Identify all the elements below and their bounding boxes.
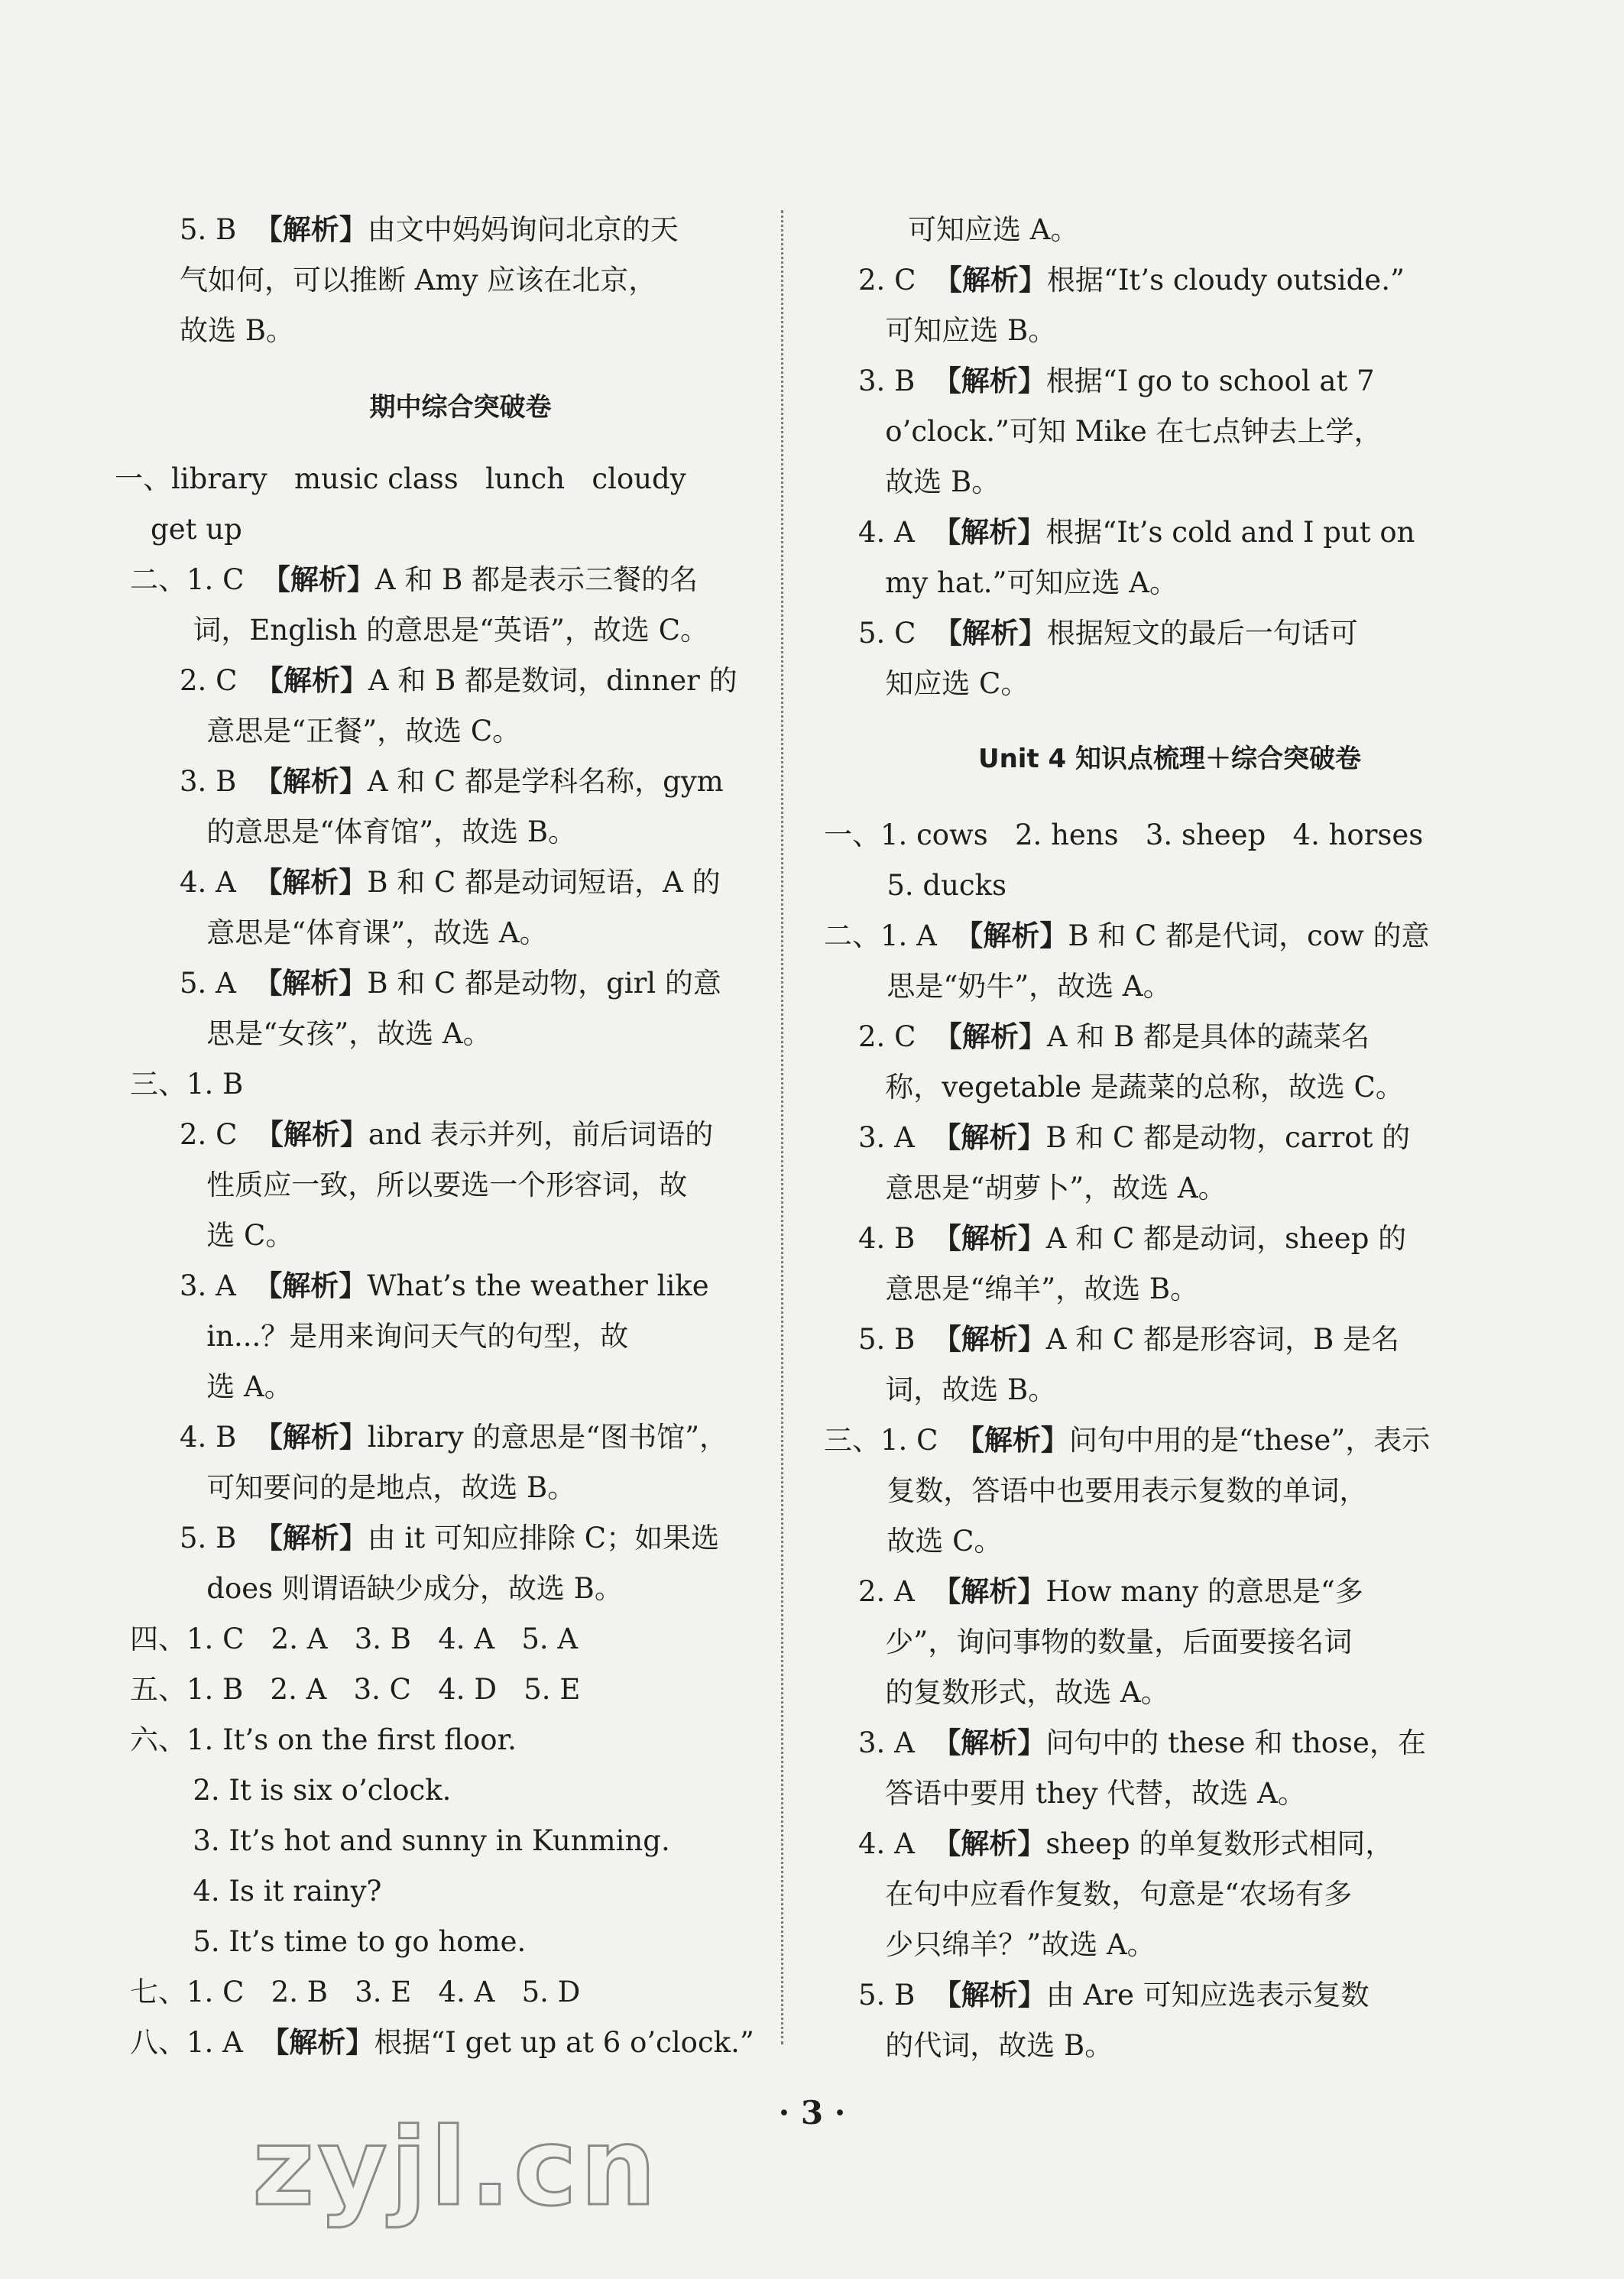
answer-text: 5. B [858, 1323, 933, 1356]
answer-line [858, 1365, 1550, 1415]
answer-text: 性质应一致，所以要选一个形容词，故 [180, 1169, 688, 1201]
answer-text: 的复数形式，故选 A。 [858, 1676, 1169, 1709]
answer-line [858, 1113, 1550, 1163]
answer-line [858, 407, 1550, 457]
analysis-tag: 【解析】 [254, 1118, 368, 1151]
answer-text: 称，vegetable 是蔬菜的总称，故选 C。 [858, 1071, 1404, 1104]
answer-line [824, 1516, 1515, 1567]
answer-text: 可知应选 A。 [908, 213, 1079, 246]
answer-line [858, 1718, 1550, 1768]
answer-line [180, 1311, 871, 1362]
answer-text: 五、1. B 2. A 3. C 4. D 5. E [130, 1673, 581, 1706]
analysis-tag: 【解析】 [254, 967, 368, 1000]
analysis-tag: 【解析】 [932, 1979, 1046, 2012]
answer-line [180, 706, 871, 757]
analysis-tag: 【解析】 [254, 1269, 368, 1302]
answer-text: 3. A [858, 1121, 933, 1154]
answer-text: 一、1. cows 2. hens 3. sheep 4. horses [824, 819, 1424, 851]
page-number: · 3 · [778, 2094, 846, 2131]
column-divider [781, 210, 783, 2044]
analysis-tag: 【解析】 [254, 213, 368, 246]
answer-text: 2. C [180, 1118, 255, 1151]
answer-line [130, 2018, 822, 2068]
analysis-tag: 【解析】 [254, 866, 368, 899]
answer-text: my hat.”可知应选 A。 [858, 566, 1178, 599]
answer-item [824, 1113, 1550, 1214]
answer-text: 可知应选 B。 [858, 314, 1057, 347]
answer-line [858, 1920, 1550, 1970]
answer-line [858, 1163, 1550, 1214]
answer-text: does 则谓语缺少成分，故选 B。 [180, 1572, 623, 1605]
analysis-tag: 【解析】 [254, 1522, 368, 1554]
answer-line [858, 1062, 1550, 1113]
answer-text: sheep 的单复数形式相同， [1045, 1827, 1394, 1860]
answer-text: 2. C [858, 264, 934, 297]
answer-item [115, 1261, 871, 1412]
answer-line [180, 656, 871, 706]
answer-text: 词，故选 B。 [858, 1373, 1057, 1406]
answer-line [858, 1567, 1550, 1617]
analysis-tag: 【解析】 [932, 365, 1046, 397]
answer-line [858, 306, 1550, 356]
answer-line [130, 1715, 822, 1765]
answer-item [115, 1513, 871, 1614]
answer-text: 意思是“绵羊”，故选 B。 [858, 1272, 1199, 1305]
answer-item [824, 1012, 1550, 1113]
answer-item [115, 757, 871, 857]
answer-item [115, 1412, 871, 1513]
analysis-tag: 【解析】 [254, 664, 368, 697]
answer-item [824, 1567, 1550, 1718]
answer-text: 根据“It’s cloudy outside.” [1046, 264, 1405, 297]
answer-text: 5. It’s time to go home. [130, 1925, 527, 1958]
answer-text: 二、1. A [824, 919, 955, 952]
answer-text: A 和 B 都是具体的蔬菜名 [1046, 1020, 1370, 1053]
answer-item [115, 857, 871, 958]
answer-line [180, 1564, 871, 1614]
answer-line [858, 558, 1550, 608]
answer-item [824, 911, 1515, 1012]
answer-text: get up [115, 513, 242, 546]
answer-text: 3. B [180, 765, 254, 798]
answer-text: 意思是“体育课”，故选 A。 [180, 916, 548, 949]
answer-text: A 和 B 都是表示三餐的名 [374, 563, 699, 596]
answer-line [180, 1362, 871, 1412]
answer-item [824, 1214, 1550, 1315]
watermark-logo: zyjl.cn [252, 2106, 660, 2230]
answer-text: 的意思是“体育馆”，故选 B。 [180, 815, 577, 848]
answer-line [180, 807, 871, 857]
answer-line [858, 507, 1550, 558]
answer-text: and 表示并列，前后词语的 [368, 1118, 714, 1151]
answer-text: 3. It’s hot and sunny in Kunming. [130, 1824, 670, 1857]
answer-text: 二、1. C [130, 563, 262, 596]
answer-text: 2. A [858, 1575, 933, 1608]
answer-line [858, 1315, 1550, 1365]
answer-item [824, 1718, 1550, 1819]
section-title: 期中综合突破卷 [369, 392, 552, 423]
answer-text: in...？是用来询问天气的句型，故 [180, 1320, 629, 1353]
answer-text: 思是“女孩”，故选 A。 [180, 1017, 491, 1050]
answer-line [180, 1110, 871, 1160]
answer-text: 5. B [180, 1522, 254, 1554]
answer-text: 四、1. C 2. A 3. B 4. A 5. A [130, 1623, 579, 1655]
answer-text: 3. A [180, 1269, 254, 1302]
answer-item [824, 810, 1515, 911]
answer-text: 故选 C。 [824, 1525, 1003, 1558]
answer-text: 选 C。 [180, 1219, 294, 1252]
analysis-tag: 【解析】 [933, 1020, 1047, 1053]
answer-line [858, 1768, 1550, 1819]
answer-item [115, 1059, 822, 1110]
answer-line [858, 1264, 1550, 1315]
analysis-tag: 【解析】 [254, 1421, 368, 1454]
answer-line [858, 2021, 1550, 2071]
answer-text: B 和 C 都是动物，girl 的意 [367, 967, 721, 1000]
answer-text: 4. A [858, 516, 933, 549]
answer-line [824, 1415, 1515, 1466]
answer-item [824, 356, 1550, 507]
analysis-tag: 【解析】 [254, 765, 368, 798]
answer-text: 由 it 可知应排除 C；如果选 [367, 1522, 720, 1554]
answer-text: 2. C [858, 1020, 934, 1053]
answer-text: 少只绵羊？”故选 A。 [858, 1928, 1156, 1961]
answer-line [858, 1819, 1550, 1869]
answer-line [130, 1866, 822, 1917]
answer-text: 5. B [858, 1979, 933, 2012]
answer-line [858, 1012, 1550, 1062]
answer-line [180, 1513, 871, 1564]
answer-text: 3. A [858, 1726, 933, 1759]
answer-text: 由 Are 可知应选表示复数 [1045, 1979, 1370, 2012]
answer-text: B 和 C 都是代词，cow 的意 [1068, 919, 1430, 952]
answer-text: 选 A。 [180, 1370, 293, 1403]
answer-item [824, 608, 1550, 709]
answer-text: 由文中妈妈询问北京的天 [367, 213, 679, 246]
answer-line [180, 908, 871, 958]
answer-text: 问句中的 these 和 those，在 [1045, 1726, 1426, 1759]
answer-line [180, 1211, 871, 1261]
answer-text: A 和 C 都是学科名称，gym [367, 765, 724, 798]
answer-text: 的代词，故选 B。 [858, 2029, 1113, 2062]
analysis-tag: 【解析】 [261, 563, 375, 596]
analysis-tag: 【解析】 [261, 2026, 374, 2059]
answer-line [858, 659, 1550, 709]
answer-line [908, 205, 1600, 255]
answer-line [858, 1617, 1550, 1668]
answer-text: 知应选 C。 [858, 667, 1029, 700]
answer-line [180, 306, 871, 356]
answer-line [824, 961, 1515, 1012]
analysis-tag: 【解析】 [932, 516, 1046, 549]
answer-line [180, 255, 871, 306]
answer-line [824, 911, 1515, 961]
answer-item [824, 507, 1550, 608]
answer-text: 4. A [858, 1827, 933, 1860]
answer-line [858, 356, 1550, 407]
answer-text: A 和 B 都是数词，dinner 的 [368, 664, 737, 697]
answer-text: 4. B [180, 1421, 254, 1454]
answer-line [858, 608, 1550, 659]
answer-line [180, 205, 871, 255]
answer-line [858, 1668, 1550, 1718]
answer-line [858, 1970, 1550, 2021]
answer-item [824, 205, 1600, 255]
answer-item [115, 656, 871, 757]
analysis-tag: 【解析】 [933, 264, 1047, 297]
answer-line [130, 555, 822, 605]
answer-line [180, 1261, 871, 1311]
answer-text: 六、1. It’s on the first floor. [130, 1723, 517, 1756]
answer-text: 3. B [858, 365, 933, 397]
answer-line [130, 1967, 822, 2018]
answer-line [130, 1917, 822, 1967]
answer-text: 气如何，可以推断 Amy 应该在北京， [180, 264, 657, 297]
answer-line [130, 1765, 822, 1816]
answer-text: 意思是“胡萝卜”，故选 A。 [858, 1172, 1227, 1204]
answer-item [824, 255, 1550, 356]
answer-line [180, 1009, 871, 1059]
analysis-tag: 【解析】 [955, 1424, 1069, 1457]
analysis-tag: 【解析】 [932, 1222, 1046, 1255]
answer-text: A 和 C 都是形容词，B 是名 [1045, 1323, 1400, 1356]
analysis-tag: 【解析】 [932, 1323, 1046, 1356]
answer-text: B 和 C 都是动词短语，A 的 [367, 866, 721, 899]
answer-line [130, 1059, 822, 1110]
answer-text: 根据“I get up at 6 o’clock.” [374, 2026, 754, 2059]
answer-line [130, 1614, 822, 1665]
answer-text: 八、1. A [130, 2026, 261, 2059]
answer-text: 2. C [180, 664, 255, 697]
section-title: Unit 4 知识点梳理＋综合突破卷 [977, 744, 1362, 774]
answer-item [115, 454, 806, 555]
answer-text: 故选 B。 [858, 465, 1000, 498]
answer-text: 答语中要用 they 代替，故选 A。 [858, 1777, 1306, 1810]
answer-text: 三、1. C [824, 1424, 956, 1457]
analysis-tag: 【解析】 [932, 1575, 1046, 1608]
answer-line [858, 457, 1550, 507]
answer-line [824, 1466, 1515, 1516]
answer-text: 2. It is six o’clock. [130, 1774, 452, 1807]
answer-item [115, 205, 871, 356]
answer-text: 5. B [180, 213, 254, 246]
answer-item [824, 1315, 1550, 1415]
answer-line [858, 1214, 1550, 1264]
answer-line [858, 1869, 1550, 1920]
answer-text: A 和 C 都是动词，sheep 的 [1045, 1222, 1407, 1255]
answer-text: 故选 B。 [180, 314, 294, 347]
answer-text: 一、library music class lunch cloudy [115, 462, 686, 495]
answer-line [180, 1463, 871, 1513]
answer-line [858, 255, 1550, 306]
answer-line [824, 861, 1515, 911]
answer-text: 可知要问的是地点，故选 B。 [180, 1471, 576, 1504]
answer-text: 根据“I go to school at 7 [1045, 365, 1375, 397]
answer-text: What’s the weather like [367, 1269, 709, 1302]
answer-text: 4. A [180, 866, 254, 899]
answer-line [180, 1412, 871, 1463]
answer-line [180, 857, 871, 908]
answer-text: 七、1. C 2. B 3. E 4. A 5. D [130, 1976, 581, 2008]
analysis-tag: 【解析】 [955, 919, 1068, 952]
answer-text: 意思是“正餐”，故选 C。 [180, 715, 521, 747]
answer-item [824, 1819, 1550, 1970]
answer-line [130, 605, 822, 656]
answer-text: 根据“It’s cold and I put on [1045, 516, 1415, 549]
answer-text: 根据短文的最后一句话可 [1046, 617, 1358, 650]
analysis-tag: 【解析】 [932, 1121, 1046, 1154]
answer-text: 5. A [180, 967, 254, 1000]
answer-text: 问句中用的是“these”，表示 [1068, 1424, 1431, 1457]
analysis-tag: 【解析】 [932, 1726, 1046, 1759]
answer-line [180, 757, 871, 807]
analysis-tag: 【解析】 [932, 1827, 1046, 1860]
answer-line [180, 958, 871, 1009]
answer-item [824, 1970, 1550, 2071]
answer-text: 在句中应看作复数，句意是“农场有多 [858, 1878, 1353, 1911]
answer-line [180, 1160, 871, 1211]
answer-line [115, 504, 806, 555]
answer-text: 5. C [858, 617, 934, 650]
answer-text: B 和 C 都是动物，carrot 的 [1045, 1121, 1411, 1154]
answer-text: 词，English 的意思是“英语”，故选 C。 [130, 614, 708, 647]
answer-line [824, 810, 1515, 861]
answer-text: o’clock.”可知 Mike 在七点钟去上学， [858, 415, 1383, 448]
answer-item [115, 1110, 871, 1261]
answer-text: 三、1. B [130, 1068, 244, 1101]
answer-item [115, 555, 822, 656]
answer-text: 4. Is it rainy? [130, 1875, 382, 1908]
answer-item [824, 1415, 1515, 1567]
answer-text: library 的意思是“图书馆”， [367, 1421, 728, 1454]
analysis-tag: 【解析】 [933, 617, 1047, 650]
answer-item [115, 958, 871, 1059]
answer-text: 复数，答语中也要用表示复数的单词， [824, 1474, 1368, 1507]
answer-item [115, 1614, 822, 2068]
answer-line [115, 454, 806, 504]
answer-text: 4. B [858, 1222, 933, 1255]
answer-line [130, 1816, 822, 1866]
answer-text: How many 的意思是“多 [1045, 1575, 1363, 1608]
answer-line [130, 1665, 822, 1715]
answer-text: 思是“奶牛”，故选 A。 [824, 970, 1172, 1003]
answer-text: 5. ducks [824, 869, 1007, 902]
answer-text: 少”，询问事物的数量，后面要接名词 [858, 1626, 1353, 1658]
